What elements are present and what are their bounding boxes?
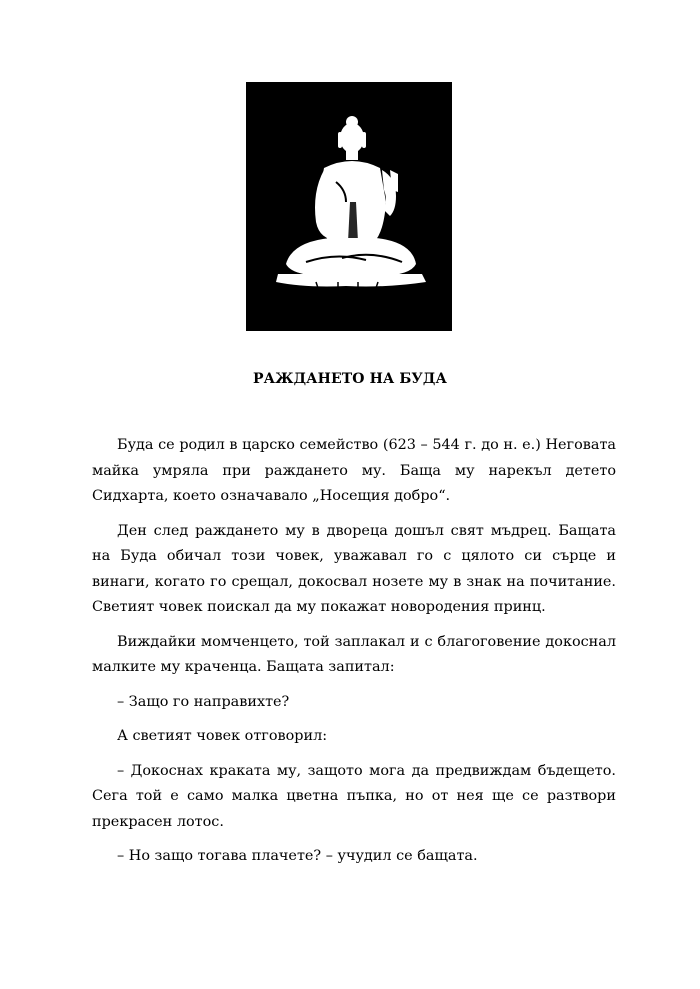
- paragraph: А светият човек отговорил:: [117, 728, 328, 744]
- paragraph: Буда се родил в царско семейство (623 – 544 г. до н. е.) Неговата майка умряла при раждането му. Баща му нарекъл детето Сидхарта, което означавало „Носещия добро“.: [92, 437, 616, 504]
- paragraph: – Защо го направихте?: [117, 693, 290, 710]
- buddha-meditation-icon: [246, 82, 452, 331]
- paragraph: – Но защо тогава плачете? – учудил се бащата.: [117, 848, 478, 864]
- paragraph: Ден след раждането му в двореца дошъл свят мъдрец. Бащата на Буда обичал този човек, уважавал го с цялото си сърце и винаги, когато го срещал, докосвал нозете му в знак на почитание. Светият човек поискал да му покажат новородения принц.: [92, 522, 616, 615]
- paragraph: Виждайки момченцето, той заплакал и с благоговение докоснал малките му краченца. Бащата запитал:: [92, 633, 616, 675]
- buddha-illustration: [246, 82, 452, 331]
- paragraph: – Докоснах краката му, защото мога да предвиждам бъдещето. Сега той е само малка цветна пъпка, но от нея ще се разтвори прекрасен лотос.: [92, 762, 616, 830]
- chapter-body: [92, 433, 616, 879]
- chapter-title: РАЖДАНЕТО НА БУДА: [253, 371, 447, 387]
